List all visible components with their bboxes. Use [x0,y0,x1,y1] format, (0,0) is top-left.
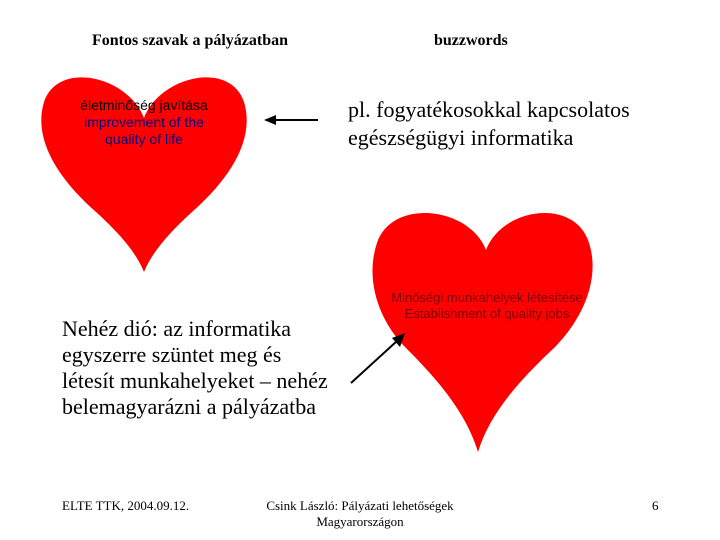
heart-shape-1 [36,60,252,276]
arrow-up-right-icon [345,325,415,390]
heart-1-line-hu: életminőség javítása [80,97,208,113]
note-line-2: egyszerre szüntet meg és [62,341,282,367]
heart-1-line-en-2: quality of life [105,130,183,147]
arrow-left-icon [262,112,322,128]
heart-2-line-en: Establishment of quality jobs [404,305,570,321]
buzzwords-text [348,96,630,152]
footer-center [230,498,490,530]
buzzwords-line-1: pl. fogyatékosokkal kapcsolatos [348,97,630,122]
heart-2-text [362,290,612,321]
header-right-title: buzzwords [434,32,508,49]
note-line-3: létesít munkahelyeket – nehéz [62,367,328,393]
note-text [62,316,328,420]
page-number: 6 [652,498,659,513]
footer-left: ELTE TTK, 2004.09.12. [62,498,190,513]
note-line-4: belemagyarázni a pályázatba [62,393,317,419]
footer-center-line-2: Magyarországon [316,514,404,529]
footer-center-line-1: Csink László: Pályázati lehetőségek [266,498,454,513]
header-left-title: Fontos szavak a pályázatban [92,32,289,49]
heart-1-line-en-1: improvement of the [84,113,204,130]
heart-2-line-hu: Minőségi munkahelyek létesítése [391,290,583,305]
note-line-1: Nehéz dió: az informatika [62,316,292,341]
heart-1-text [40,97,248,147]
buzzwords-line-2: egészségügyi informatika [348,125,574,151]
